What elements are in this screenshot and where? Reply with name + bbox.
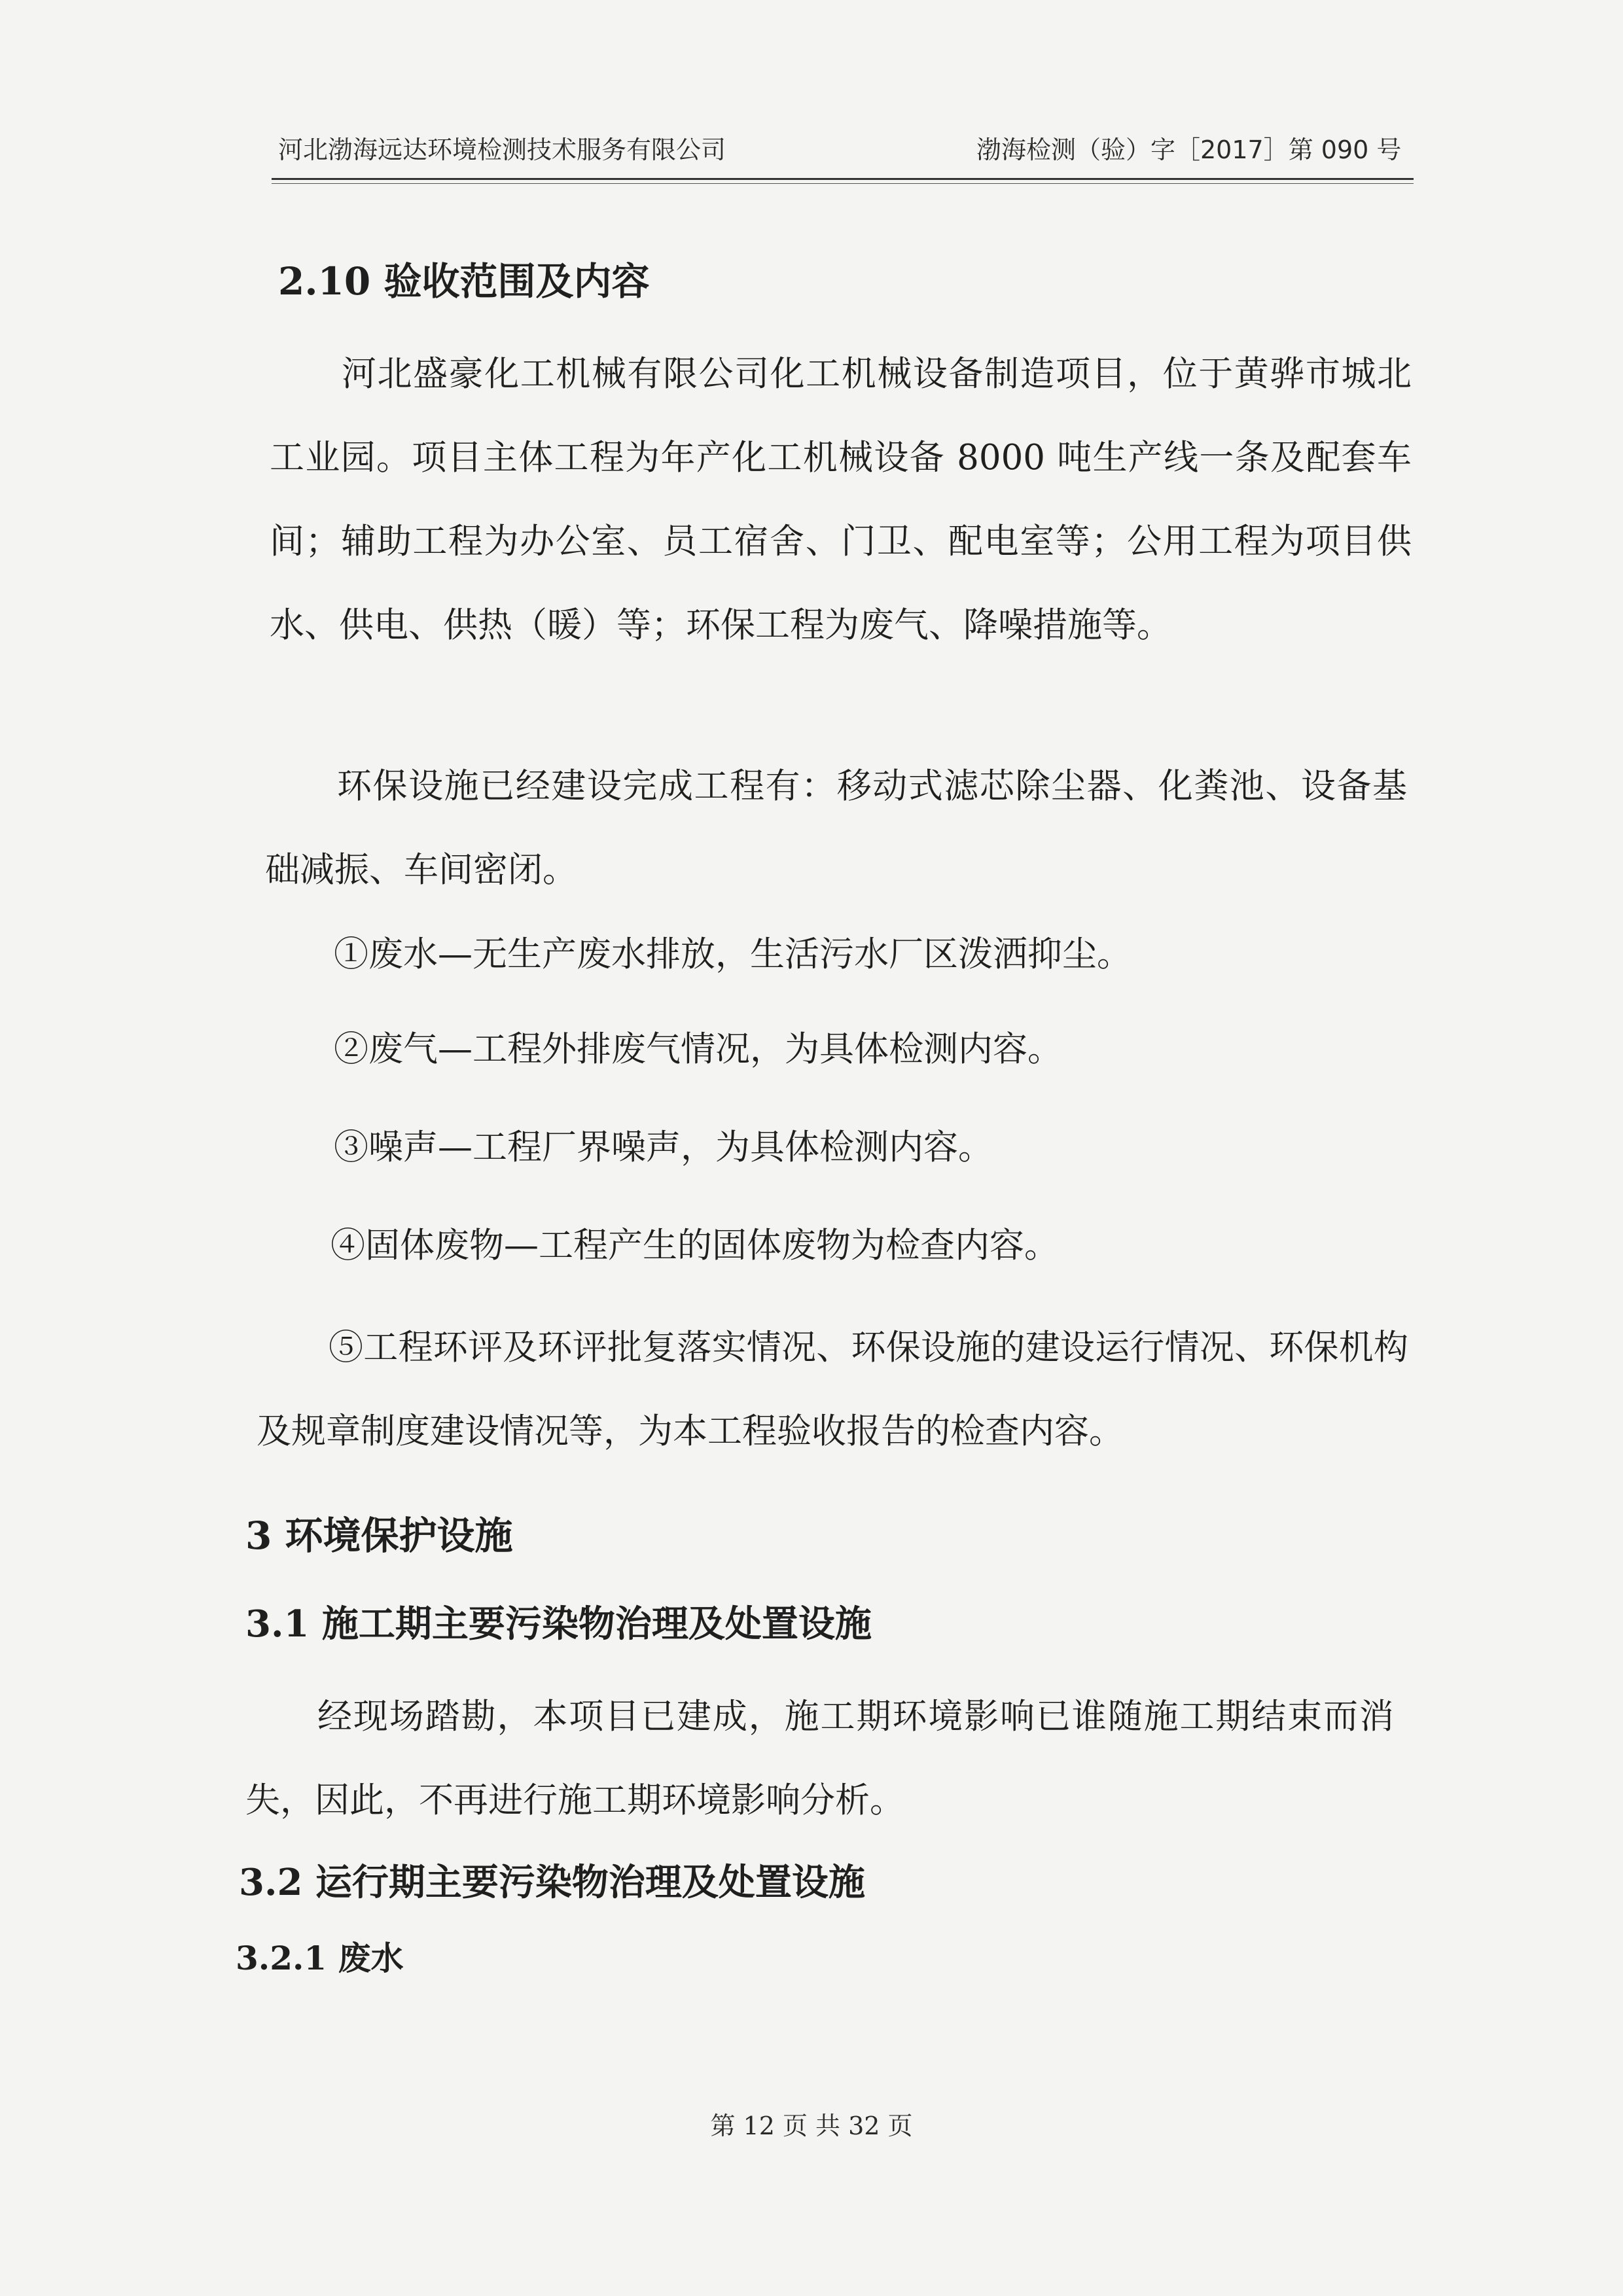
page-number: 第 12 页 共 32 页: [710, 2111, 913, 2140]
header-company: 河北渤海远达环境检测技术服务有限公司: [278, 135, 726, 164]
scope-item-wastewater: ①废水—无生产废水排放，生活污水厂区泼洒抑尘。: [334, 934, 1132, 974]
section-3-2-1-title: 3.2.1 废水: [236, 1939, 404, 1977]
scope-item-exhaust-gas: ②废气—工程外排废气情况，为具体检测内容。: [334, 1029, 1062, 1069]
section-3-1-paragraph: 经现场踏勘，本项目已建成，施工期环境影响已谁随施工期结束而消失，因此，不再进行施工期环境影响分析。: [245, 1697, 1394, 1820]
section-2-10-title: 2.10 验收范围及内容: [278, 259, 650, 304]
section-3-2-title: 3.2 运行期主要污染物治理及处置设施: [239, 1861, 865, 1904]
section-2-10-paragraph-1: 河北盛豪化工机械有限公司化工机械设备制造项目，位于黄骅市城北工业园。项目主体工程为年产化工机械设备 8000 吨生产线一条及配套车间；辅助工程为办公室、员工宿舍、门卫、配电室等；公用工程为项目供水、供电、供热（暖）等；环保工程为废气、降噪措施等。: [270, 354, 1412, 645]
section-3-title: 3 环境保护设施: [245, 1513, 513, 1558]
header-rule: [272, 178, 1414, 180]
scope-item-noise: ③噪声—工程厂界噪声，为具体检测内容。: [334, 1127, 993, 1167]
header-rule-thin: [272, 183, 1414, 184]
header-report-number: 渤海检测（验）字［2017］第 090 号: [976, 135, 1402, 164]
section-3-1-title: 3.1 施工期主要污染物治理及处置设施: [245, 1602, 872, 1646]
section-2-10-paragraph-2: 环保设施已经建设完成工程有：移动式滤芯除尘器、化粪池、设备基础减振、车间密闭。: [265, 766, 1407, 890]
scope-item-solid-waste: ④固体废物—工程产生的固体废物为检查内容。: [330, 1226, 1059, 1265]
scope-item-eia-check: ⑤工程环评及环评批复落实情况、环保设施的建设运行情况、环保机构及规章制度建设情况等，为本工程验收报告的检查内容。: [257, 1328, 1408, 1451]
